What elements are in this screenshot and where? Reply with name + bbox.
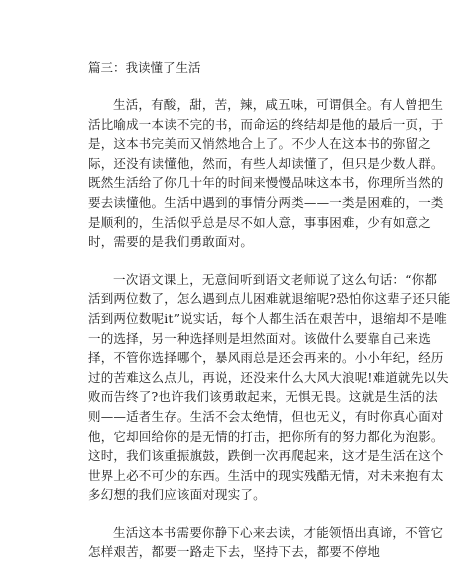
paragraph-1 xyxy=(88,95,444,252)
text-line: 他，它却回给你的是无情的打击，把你所有的努力都化为泡影。 xyxy=(88,428,444,444)
text-line: 活比喻成一本读不完的书，而命运的终结却是他的最后一页，于 xyxy=(88,116,444,132)
text-line: 生活，有酸，甜，苦，辣，咸五味，可谓俱全。有人曾把生 xyxy=(113,97,444,112)
document-title: 篇三：我读懂了生活 xyxy=(88,60,201,75)
text-line: 际，还没有读懂他，然而，有些人却读懂了，但只是少数人群。 xyxy=(88,155,444,171)
text-line: 是顺利的，生活似乎总是尽不如人意，事事困难，少有如意之 xyxy=(88,214,431,230)
text-line: 一次语文课上，无意间听到语文老师说了这么句话：“你都 xyxy=(113,271,438,287)
text-line: 败而告终了?也许我们该勇敢起来，无惧无畏。这就是生活的法 xyxy=(88,389,438,405)
document-body xyxy=(88,60,451,580)
text-line: 活到两位数了，怎么遇到点儿困难就退缩呢?恐怕你这辈子还只能 xyxy=(88,291,451,307)
text-line: 既然生活给了你几十年的时间来慢慢品味这本书，你理所当然的 xyxy=(88,175,444,191)
text-line: 世界上必不可少的东西。生活中的现实残酷无情，对未来抱有太 xyxy=(88,467,444,483)
text-line: 择，不管你选择哪个，暴风雨总是还会再来的。小小年纪，经历 xyxy=(88,350,444,366)
text-line: 一的选择，另一种选择则是坦然面对。该做什么要靠自己来选 xyxy=(88,330,431,346)
text-line: 是，这本书完美而又悄然地合上了。不少人在这本书的弥留之 xyxy=(88,136,431,152)
text-line: 生活这本书需要你静下心来去读，才能领悟出真谛，不管它 xyxy=(113,524,444,540)
text-line: 多幻想的我们应该面对现实了。 xyxy=(88,487,266,503)
text-line: 则——适者生存。生活不会太绝情，但也无义，有时你真心面对 xyxy=(88,408,444,424)
text-line: 时，需要的是我们勇敢面对。 xyxy=(88,234,254,250)
text-line: 要去读懂他。生活中遇到的事情分两类——一类是困难的，一类 xyxy=(88,194,444,210)
text-line: 过的苦难这么点儿，再说，还没来什么大风大浪呢!难道就先以失 xyxy=(88,369,449,385)
text-line: 活到两位数呢it”说实话，每个人都生活在艰苦中，退缩却不是唯 xyxy=(88,310,447,326)
text-line: 这时，我们该重振旗鼓，跌倒一次再爬起来，这才是生活在这个 xyxy=(88,448,444,464)
text-line: 怎样艰苦，都要一路走下去，坚持下去，都要不停地 xyxy=(88,544,381,560)
paragraph-2 xyxy=(88,270,451,505)
paragraph-3 xyxy=(88,523,444,562)
